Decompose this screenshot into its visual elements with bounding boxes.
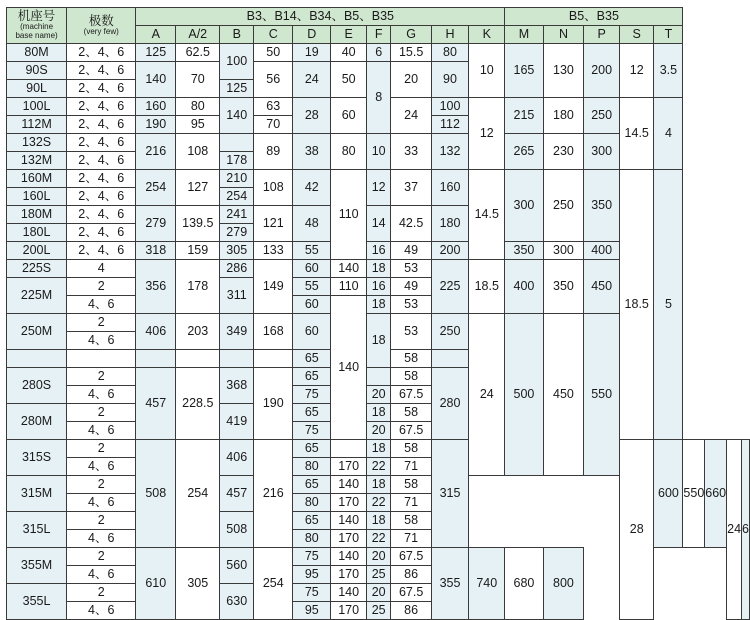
- cell: 71: [391, 458, 431, 476]
- cell: 180M: [7, 206, 67, 224]
- cell: 170: [331, 494, 367, 512]
- cell: 4: [654, 98, 683, 170]
- cell: 86: [391, 602, 431, 620]
- col-header: C: [254, 26, 293, 44]
- col-header: A: [136, 26, 176, 44]
- cell: 75: [293, 584, 331, 602]
- cell: 14: [367, 206, 391, 242]
- cell: 24: [469, 314, 505, 476]
- cell: 95: [293, 566, 331, 584]
- cell: 311: [220, 278, 254, 314]
- cell: 280S: [7, 368, 67, 404]
- cell: 305: [176, 548, 220, 620]
- cell: 80: [293, 530, 331, 548]
- cell: 22: [367, 494, 391, 512]
- cell: 132: [431, 134, 468, 170]
- cell: 508: [220, 512, 254, 548]
- cell: 560: [220, 548, 254, 584]
- cell: 18: [367, 314, 391, 368]
- cell: 18: [367, 512, 391, 530]
- cell: 65: [293, 512, 331, 530]
- cell: 130: [543, 44, 584, 98]
- cell: 355M: [7, 548, 67, 584]
- cell: 350: [543, 260, 584, 314]
- cell: 170: [331, 530, 367, 548]
- cell: 160L: [7, 188, 67, 206]
- cell: 600: [654, 440, 683, 548]
- col-header: T: [654, 26, 683, 44]
- cell: [254, 350, 293, 368]
- cell: 450: [584, 260, 620, 314]
- cell: 200: [584, 44, 620, 98]
- cell: 170: [331, 602, 367, 620]
- cell: 65: [293, 368, 331, 386]
- cell: 740: [469, 548, 505, 620]
- cell: 368: [220, 368, 254, 404]
- cell: 53: [391, 260, 431, 278]
- cell: 89: [254, 134, 293, 170]
- cell: 318: [136, 242, 176, 260]
- cell: 254: [136, 170, 176, 206]
- cell: 2、4、6: [67, 134, 136, 152]
- cell: 2、4、6: [67, 152, 136, 170]
- cell: 10: [367, 134, 391, 170]
- cell: 28: [620, 440, 654, 620]
- cell: 48: [293, 206, 331, 242]
- cell: 216: [136, 134, 176, 170]
- cell: 20: [367, 422, 391, 440]
- cell: 132S: [7, 134, 67, 152]
- cell: 2、4、6: [67, 188, 136, 206]
- cell: 18: [367, 476, 391, 494]
- cell: 280M: [7, 404, 67, 440]
- cell: [220, 350, 254, 368]
- cell: 2: [67, 584, 136, 602]
- cell: [431, 350, 468, 368]
- cell: 112M: [7, 116, 67, 134]
- header-poles: 极数 (very few): [67, 8, 136, 44]
- cell: 86: [391, 566, 431, 584]
- cell: 112: [431, 116, 468, 134]
- cell: 225S: [7, 260, 67, 278]
- cell: 355: [431, 548, 468, 620]
- cell: 53: [391, 296, 431, 314]
- cell: 305: [220, 242, 254, 260]
- col-header: G: [391, 26, 431, 44]
- cell: 170: [331, 458, 367, 476]
- cell: 18: [367, 440, 391, 458]
- cell: 80M: [7, 44, 67, 62]
- cell: 65: [293, 440, 331, 458]
- cell: 4、6: [67, 530, 136, 548]
- table-row: [7, 170, 750, 188]
- cell: 100: [431, 98, 468, 116]
- cell: [331, 440, 367, 458]
- cell: 58: [391, 404, 431, 422]
- col-header: N: [543, 26, 584, 44]
- cell: 75: [293, 386, 331, 404]
- cell: 60: [293, 314, 331, 350]
- cell: 315: [431, 440, 468, 548]
- cell: 125: [136, 44, 176, 62]
- cell: 6: [742, 440, 750, 620]
- cell: 190: [254, 368, 293, 440]
- cell: 2、4、6: [67, 224, 136, 242]
- cell: 60: [331, 98, 367, 134]
- cell: 4: [67, 260, 136, 278]
- cell: 5: [654, 170, 683, 440]
- cell: 63: [254, 98, 293, 116]
- cell: 178: [220, 152, 254, 170]
- table-row: [7, 440, 750, 458]
- cell: 140: [136, 62, 176, 98]
- cell: 25: [367, 566, 391, 584]
- cell: 2、4、6: [67, 80, 136, 98]
- cell: 550: [584, 314, 620, 476]
- cell: 60: [293, 260, 331, 278]
- cell: 2、4、6: [67, 98, 136, 116]
- cell: 12: [620, 44, 654, 98]
- cell: 12: [367, 170, 391, 206]
- cell: 121: [254, 206, 293, 242]
- cell: 406: [220, 440, 254, 476]
- cell: 2: [67, 512, 136, 530]
- header-base: 机座号 (machine base name): [7, 8, 67, 44]
- cell: 660: [705, 440, 727, 548]
- cell: 4、6: [67, 422, 136, 440]
- cell: 250: [431, 314, 468, 350]
- cell: 20: [367, 584, 391, 602]
- cell: [67, 350, 136, 368]
- cell: 500: [505, 314, 543, 476]
- cell: 60: [293, 296, 331, 314]
- cell: 225: [431, 260, 468, 314]
- col-header: S: [620, 26, 654, 44]
- cell: 90L: [7, 80, 67, 98]
- cell: 300: [543, 242, 584, 260]
- cell: 300: [505, 170, 543, 242]
- cell: 18: [367, 296, 391, 314]
- cell: 53: [391, 314, 431, 350]
- cell: 4、6: [67, 494, 136, 512]
- cell: 180: [543, 98, 584, 134]
- cell: 140: [331, 476, 367, 494]
- cell: 65: [293, 476, 331, 494]
- cell: 67.5: [391, 548, 431, 566]
- cell: 125: [220, 80, 254, 98]
- cell: 2: [67, 548, 136, 566]
- cell: 80: [331, 134, 367, 170]
- cell: 2: [67, 440, 136, 458]
- cell: 457: [136, 368, 176, 440]
- col-header: K: [469, 26, 505, 44]
- cell: 168: [254, 314, 293, 350]
- cell: 250: [543, 170, 584, 242]
- col-header: B: [220, 26, 254, 44]
- cell: 58: [391, 476, 431, 494]
- cell: 24: [391, 98, 431, 134]
- cell: 16: [367, 242, 391, 260]
- cell: 2、4、6: [67, 44, 136, 62]
- cell: 2: [67, 314, 136, 332]
- cell: 18.5: [469, 260, 505, 314]
- cell: 170: [331, 566, 367, 584]
- cell: 216: [254, 440, 293, 548]
- cell: 10: [469, 44, 505, 98]
- cell: 20: [367, 548, 391, 566]
- cell: 80: [293, 458, 331, 476]
- cell: 62.5: [176, 44, 220, 62]
- cell: 800: [543, 548, 584, 620]
- col-header: M: [505, 26, 543, 44]
- cell: 349: [220, 314, 254, 350]
- col-header: A/2: [176, 26, 220, 44]
- col-header: E: [331, 26, 367, 44]
- cell: 139.5: [176, 206, 220, 242]
- cell: 215: [505, 98, 543, 134]
- cell: 70: [254, 116, 293, 134]
- col-header: H: [431, 26, 468, 44]
- cell: 140: [331, 548, 367, 566]
- cell: 149: [254, 260, 293, 314]
- cell: 350: [505, 242, 543, 260]
- cell: 80: [293, 494, 331, 512]
- cell: [136, 350, 176, 368]
- cell: 67.5: [391, 422, 431, 440]
- cell: 19: [293, 44, 331, 62]
- cell: 90S: [7, 62, 67, 80]
- cell: 4、6: [67, 458, 136, 476]
- cell: 550: [683, 440, 705, 548]
- cell: 22: [367, 458, 391, 476]
- cell: 200L: [7, 242, 67, 260]
- cell: 406: [136, 314, 176, 350]
- cell: 18.5: [620, 170, 654, 440]
- col-header: D: [293, 26, 331, 44]
- cell: [367, 368, 391, 386]
- cell: 254: [254, 548, 293, 620]
- cell: 4、6: [67, 386, 136, 404]
- cell: 400: [584, 242, 620, 260]
- cell: 4、6: [67, 332, 136, 350]
- cell: 140: [331, 512, 367, 530]
- cell: 24: [727, 440, 742, 620]
- cell: 55: [293, 242, 331, 260]
- cell: [7, 350, 67, 368]
- cell: 610: [136, 548, 176, 620]
- cell: 203: [176, 314, 220, 350]
- cell: 140: [331, 584, 367, 602]
- cell: 71: [391, 494, 431, 512]
- cell: 250: [584, 98, 620, 134]
- cell: 42.5: [391, 206, 431, 242]
- table-row: [7, 44, 750, 62]
- cell: 355L: [7, 584, 67, 620]
- cell: 12: [469, 98, 505, 170]
- cell: 140: [331, 260, 367, 278]
- cell: 165: [505, 44, 543, 98]
- cell: 160M: [7, 170, 67, 188]
- header-group-b5: B5、B35: [505, 8, 683, 26]
- cell: 58: [391, 350, 431, 368]
- cell: 190: [136, 116, 176, 134]
- cell: 25: [367, 602, 391, 620]
- cell: 20: [367, 386, 391, 404]
- cell: 280: [431, 368, 468, 440]
- cell: 2、4、6: [67, 206, 136, 224]
- cell: 95: [176, 116, 220, 134]
- cell: 356: [136, 260, 176, 314]
- cell: 286: [220, 260, 254, 278]
- cell: 400: [505, 260, 543, 314]
- cell: 279: [220, 224, 254, 242]
- cell: 55: [293, 278, 331, 296]
- cell: 49: [391, 242, 431, 260]
- cell: 108: [176, 134, 220, 170]
- cell: 65: [293, 404, 331, 422]
- motor-dimension-table: [6, 7, 750, 620]
- cell: 2、4、6: [67, 116, 136, 134]
- cell: 16: [367, 278, 391, 296]
- cell: 71: [391, 530, 431, 548]
- cell: 80: [431, 44, 468, 62]
- cell: 49: [391, 278, 431, 296]
- cell: 457: [220, 476, 254, 512]
- cell: 38: [293, 134, 331, 170]
- cell: 3.5: [654, 44, 683, 98]
- cell: 2: [67, 278, 136, 296]
- cell: 22: [367, 530, 391, 548]
- cell: [220, 134, 254, 152]
- cell: 2、4、6: [67, 242, 136, 260]
- cell: 265: [505, 134, 543, 170]
- col-header: P: [584, 26, 620, 44]
- cell: 159: [176, 242, 220, 260]
- cell: 180: [431, 206, 468, 242]
- cell: 50: [331, 62, 367, 98]
- cell: 2、4、6: [67, 170, 136, 188]
- cell: 67.5: [391, 584, 431, 602]
- cell: 100L: [7, 98, 67, 116]
- cell: 254: [176, 440, 220, 548]
- cell: 200: [431, 242, 468, 260]
- cell: 6: [367, 44, 391, 62]
- cell: 133: [254, 242, 293, 260]
- cell: 419: [220, 404, 254, 440]
- cell: 230: [543, 134, 584, 170]
- cell: 127: [176, 170, 220, 206]
- cell: 50: [254, 44, 293, 62]
- cell: 95: [293, 602, 331, 620]
- cell: 70: [176, 62, 220, 98]
- col-header: F: [367, 26, 391, 44]
- cell: 15.5: [391, 44, 431, 62]
- cell: 75: [293, 422, 331, 440]
- cell: 140: [220, 98, 254, 134]
- cell: 450: [543, 314, 584, 476]
- cell: 630: [220, 584, 254, 620]
- cell: [176, 350, 220, 368]
- cell: 108: [254, 170, 293, 206]
- cell: 2、4、6: [67, 62, 136, 80]
- cell: 18: [367, 260, 391, 278]
- cell: 75: [293, 548, 331, 566]
- cell: 100: [220, 44, 254, 80]
- cell: 315M: [7, 476, 67, 512]
- cell: 33: [391, 134, 431, 170]
- cell: 18: [367, 404, 391, 422]
- cell: 241: [220, 206, 254, 224]
- cell: 56: [254, 62, 293, 98]
- cell: 80: [176, 98, 220, 116]
- cell: 8: [367, 62, 391, 134]
- cell: 178: [176, 260, 220, 314]
- cell: 65: [293, 350, 331, 368]
- cell: 228.5: [176, 368, 220, 440]
- cell: 37: [391, 170, 431, 206]
- cell: 4、6: [67, 602, 136, 620]
- cell: 300: [584, 134, 620, 170]
- cell: 42: [293, 170, 331, 206]
- cell: 160: [136, 98, 176, 116]
- cell: 225M: [7, 278, 67, 314]
- cell: 67.5: [391, 386, 431, 404]
- cell: 315L: [7, 512, 67, 548]
- cell: 4、6: [67, 296, 136, 314]
- cell: 132M: [7, 152, 67, 170]
- cell: 2: [67, 404, 136, 422]
- cell: 140: [331, 296, 367, 440]
- cell: 90: [431, 62, 468, 98]
- cell: 14.5: [469, 170, 505, 260]
- cell: 160: [431, 170, 468, 206]
- cell: 279: [136, 206, 176, 242]
- cell: 4、6: [67, 566, 136, 584]
- cell: 58: [391, 368, 431, 386]
- cell: 2: [67, 368, 136, 386]
- cell: 14.5: [620, 98, 654, 170]
- cell: 20: [391, 62, 431, 98]
- cell: 210: [220, 170, 254, 188]
- cell: 58: [391, 512, 431, 530]
- cell: 254: [220, 188, 254, 206]
- cell: 315S: [7, 440, 67, 476]
- cell: 28: [293, 98, 331, 134]
- cell: 110: [331, 278, 367, 296]
- cell: 350: [584, 170, 620, 242]
- cell: 58: [391, 440, 431, 458]
- header-group-b3: B3、B14、B34、B5、B35: [136, 8, 505, 26]
- cell: 40: [331, 44, 367, 62]
- cell: 680: [505, 548, 543, 620]
- cell: 24: [293, 62, 331, 98]
- cell: 180L: [7, 224, 67, 242]
- cell: 508: [136, 440, 176, 548]
- cell: 250M: [7, 314, 67, 350]
- cell: 110: [331, 170, 367, 260]
- cell: 2: [67, 476, 136, 494]
